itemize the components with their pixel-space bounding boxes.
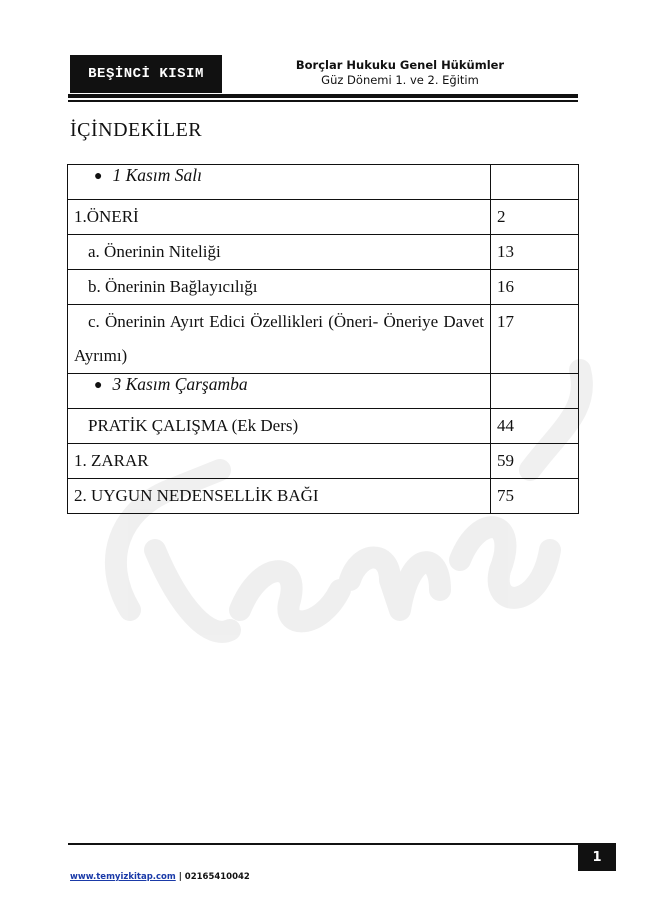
website-link[interactable]: www.temyizkitap.com — [70, 872, 176, 882]
bullet-icon: ● — [94, 169, 103, 184]
toc-label: PRATİK ÇALIŞMA (Ek Ders) — [68, 409, 491, 444]
toc-page: 44 — [491, 409, 579, 444]
toc-page: 75 — [491, 479, 579, 514]
toc-page: 59 — [491, 444, 579, 479]
toc-page: 2 — [491, 200, 579, 235]
course-title: Borçlar Hukuku Genel Hükümler — [295, 58, 505, 72]
toc-page: 16 — [491, 270, 579, 305]
footer-contact — [70, 872, 250, 882]
toc-row — [68, 305, 579, 374]
toc-title: İÇİNDEKİLER — [70, 119, 203, 141]
toc-page: 13 — [491, 235, 579, 270]
toc-label: a. Önerinin Niteliği — [68, 235, 491, 270]
toc-label: 1.ÖNERİ — [68, 200, 491, 235]
toc-row — [68, 444, 579, 479]
header-rule-thick — [68, 94, 578, 98]
toc-label: b. Önerinin Bağlayıcılığı — [68, 270, 491, 305]
toc-date-row — [68, 374, 579, 409]
toc-table — [67, 164, 579, 514]
toc-date-row — [68, 165, 579, 200]
toc-page — [491, 374, 579, 409]
toc-row — [68, 270, 579, 305]
phone-number: 02165410042 — [184, 872, 250, 882]
bullet-icon: ● — [94, 378, 103, 393]
toc-label: 1. ZARAR — [68, 444, 491, 479]
toc-label: c. Önerinin Ayırt Edici Özellikleri (Öneri- Öneriye Davet Ayrımı) — [68, 305, 491, 374]
toc-label: 2. UYGUN NEDENSELLİK BAĞI — [68, 479, 491, 514]
section-tab: BEŞİNCİ KISIM — [70, 55, 222, 93]
course-header — [280, 58, 520, 88]
toc-row — [68, 235, 579, 270]
toc-date-label: 1 Kasım Salı — [112, 165, 202, 185]
header-rule-thin — [68, 100, 578, 102]
toc-row — [68, 409, 579, 444]
footer-rule — [68, 843, 578, 845]
course-subtitle: Güz Dönemi 1. ve 2. Eğitim — [321, 73, 479, 87]
toc-row — [68, 479, 579, 514]
footer-separator: | — [175, 872, 185, 882]
page-number: 1 — [578, 843, 616, 871]
toc-date-label: 3 Kasım Çarşamba — [112, 374, 248, 394]
toc-row — [68, 200, 579, 235]
toc-page: 17 — [491, 305, 579, 374]
toc-page — [491, 165, 579, 200]
